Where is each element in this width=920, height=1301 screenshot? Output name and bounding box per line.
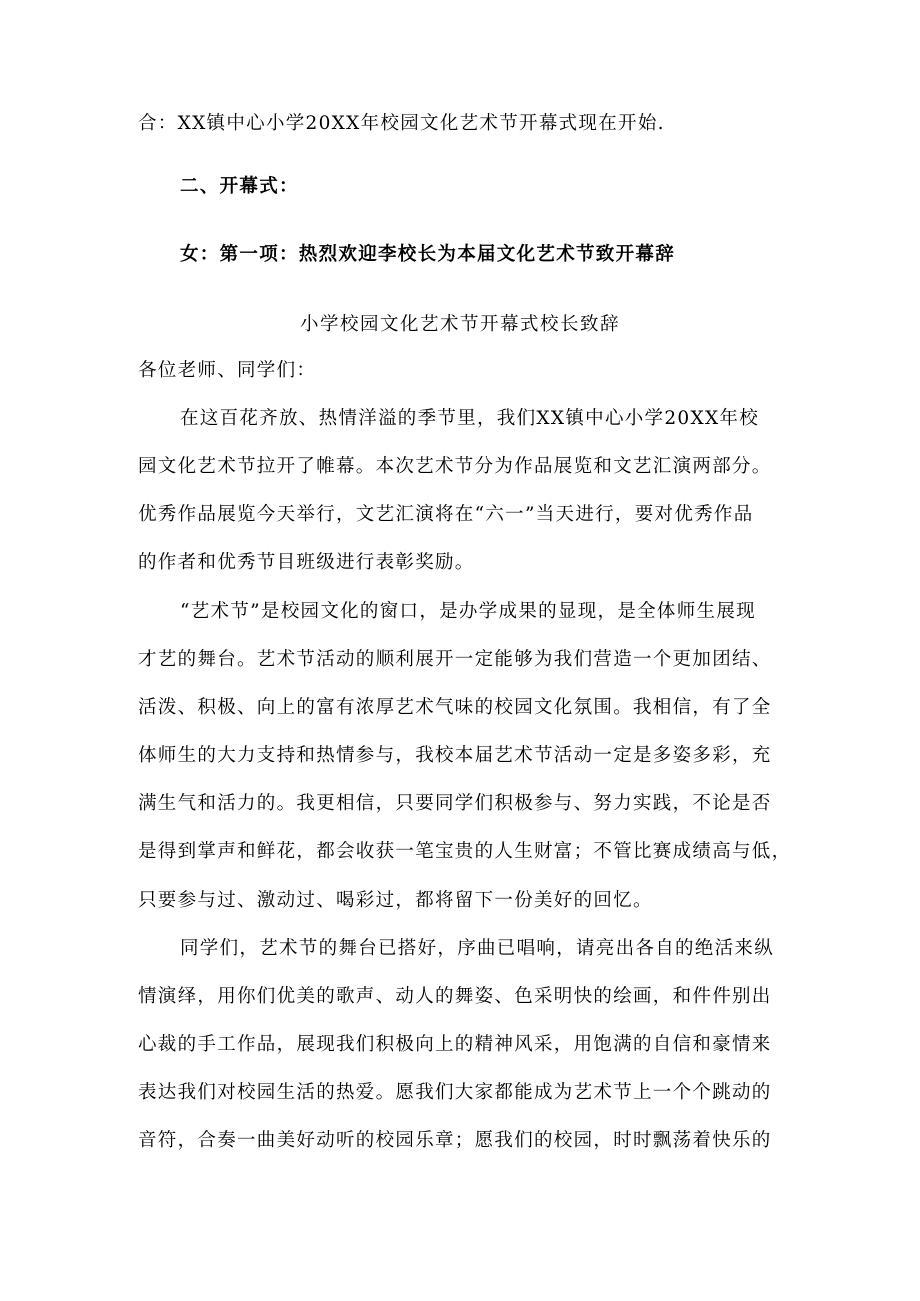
paragraph-3-line-2: 情演绎，用你们优美的歌声、动人的舞姿、色采明快的绘画，和件件别出 [138,986,772,1007]
paragraph-1-line-3: 优秀作品展览今天举行，文艺汇演将在“六一”当天进行，要对优秀作品 [138,504,754,525]
section-heading: 二、开幕式： [180,176,299,197]
paragraph-1-line-4: 的作者和优秀节目班级进行表彰奖励。 [138,552,475,573]
paragraph-2-line-7: 只要参与过、激动过、喝彩过，都将留下一份美好的回忆。 [138,890,653,911]
paragraph-2-line-3: 活泼、积极、向上的富有浓厚艺术气味的校园文化氛围。我相信，有了全 [138,697,772,718]
paragraph-3-line-4: 表达我们对校园生活的热爱。愿我们大家都能成为艺术节上一个个跳动的 [138,1082,772,1103]
salutation: 各位老师、同学们： [138,360,317,381]
paragraph-2-line-4: 体师生的大力支持和热情参与，我校本届艺术节活动一定是多姿多彩，充 [138,745,772,766]
paragraph-2-line-1: “艺术节”是校园文化的窗口，是办学成果的显现，是全体师生展现 [180,601,756,622]
paragraph-3-line-3: 心裁的手工作品，展现我们积极向上的精神风采，用饱满的自信和豪情来 [138,1034,772,1055]
speech-title: 小学校园文化艺术节开幕式校长致辞 [299,314,620,335]
paragraph-1-line-1: 在这百花齐放、热情洋溢的季节里，我们XX镇中心小学20XX年校 [180,408,760,429]
paragraph-2-line-6: 是得到掌声和鲜花，都会收获一笔宝贵的人生财富；不管比赛成绩高与低， [138,841,792,862]
paragraph-2-line-5: 满生气和活力的。我更相信，只要同学们积极参与、努力实践，不论是否 [138,793,772,814]
paragraph-3-line-5: 音符，合奏一曲美好动听的校园乐章；愿我们的校园，时时飘荡着快乐的 [138,1130,772,1151]
paragraph-1-line-2: 园文化艺术节拉开了帷幕。本次艺术节分为作品展览和文艺汇演两部分。 [138,456,772,477]
program-item: 女：第一项：热烈欢迎李校长为本届文化艺术节致开幕辞 [180,244,676,265]
intro-line: 合：XX镇中心小学20XX年校园文化艺术节开幕式现在开始. [138,113,665,134]
paragraph-3-line-1: 同学们，艺术节的舞台已搭好，序曲已唱响，请亮出各自的绝活来纵 [180,938,775,959]
paragraph-2-line-2: 才艺的舞台。艺术节活动的顺利展开一定能够为我们营造一个更加团结、 [138,649,772,670]
